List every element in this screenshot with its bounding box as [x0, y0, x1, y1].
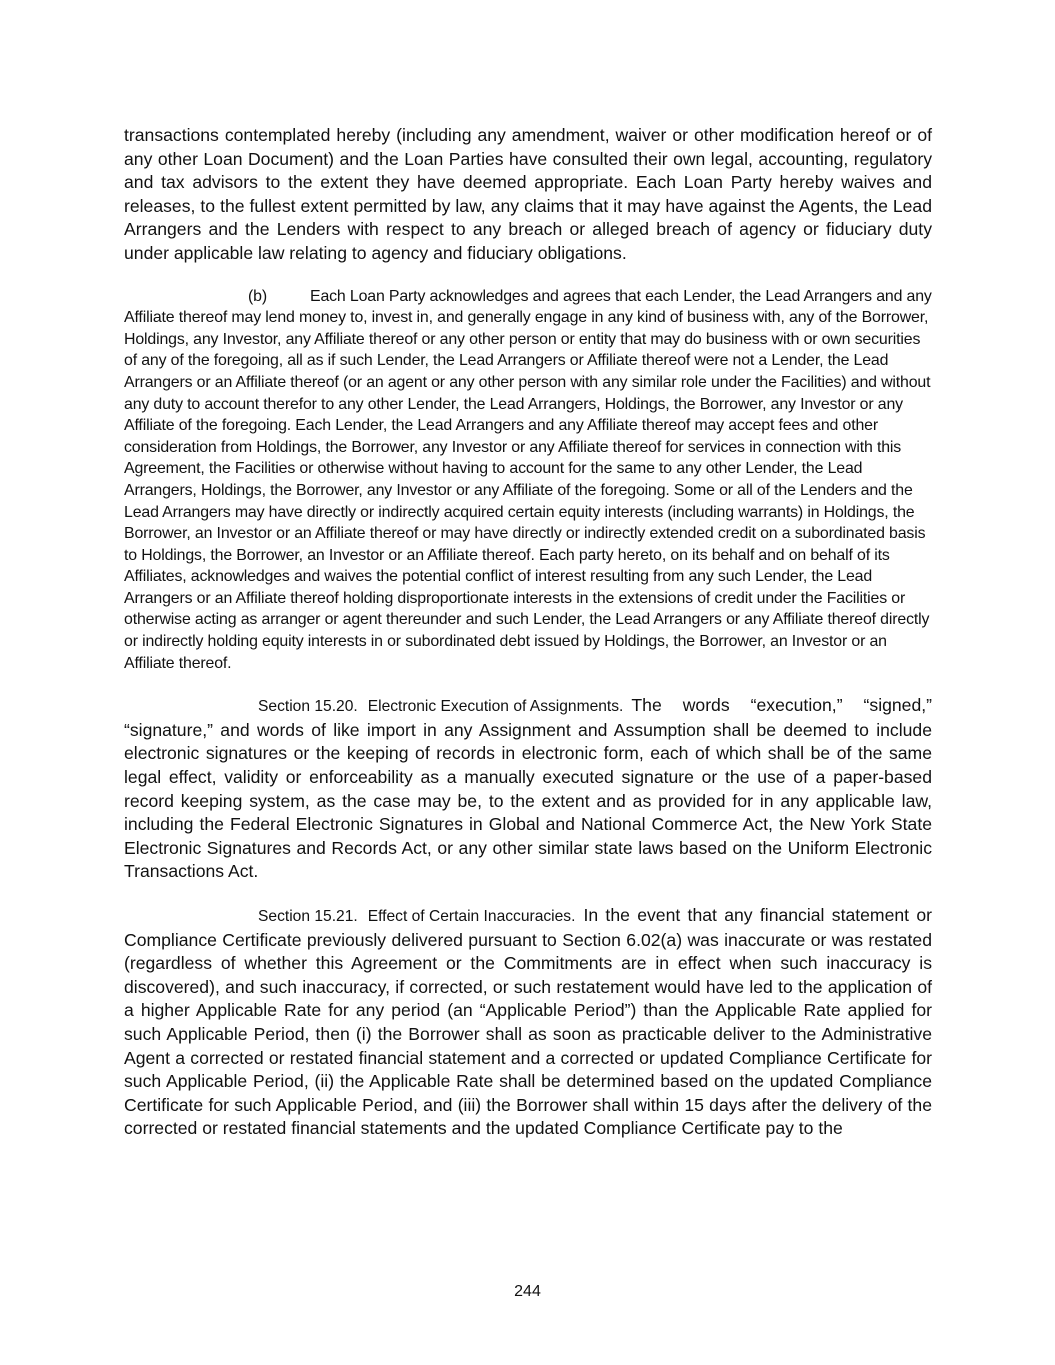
- section-15-21-title: Effect of Certain Inaccuracies.: [367, 908, 576, 925]
- section-15-20-title: Electronic Execution of Assignments.: [367, 698, 624, 716]
- section-15-20-heading: [258, 695, 623, 719]
- section-15-21-text: In the event that any financial statement or Compliance Certificate previously delivered pursuant to Section 6.02(a) was inaccurate or was restated (regardless of whether this Agreement or the Commitments are in effect when such inaccuracy is discovered), and such inaccuracy, if corrected, or such restatement would have led to the application of a higher Applicable Rate for any period (an “Applicable Period”) than the Applicable Rate applied for such Applicable Period, then (i) the Borrower shall as soon as practicable deliver to the Administrative Agent a corrected or restated financial statement and a corrected or updated Compliance Certificate for such Applicable Period, (ii) the Applicable Rate shall be determined based on the updated Compliance Certificate for such Applicable Period, and (iii) the Borrower shall within 15 days after the delivery of the corrected or restated financial statements and the updated Compliance Certificate pay to the: [124, 905, 932, 1139]
- section-15-21-number: Section 15.21.: [258, 908, 358, 925]
- paragraph-b-lead: [248, 286, 310, 308]
- section-15-20: [124, 694, 932, 884]
- paragraph-b-text: Each Loan Party acknowledges and agrees that each Lender, the Lead Arrangers and any Affiliate thereof may lend money to, invest in, and generally engage in any kind of business with, any of the Borrower, Holdings, any Investor, any Affiliate thereof or any other person or entity that may do business with or own securities of any of the foregoing, all as if such Lender, the Lead Arrangers or Affiliate thereof were not a Lender, the Lead Arrangers or an Affiliate thereof (or an agent or any other person with any similar role under the Facilities) and without any duty to account therefor to any other Lender, the Lead Arrangers, Holdings, the Borrower, any Investor or any Affiliate of the foregoing. Each Lender, the Lead Arrangers and any Affiliate thereof may accept fees and other consideration from Holdings, the Borrower, any Investor or any Affiliate thereof for services in connection with this Agreement, the Facilities or otherwise without having to account for the same to any other Lender, the Lead Arrangers, Holdings, the Borrower, any Investor or any Affiliate of the foregoing. Some or all of the Lenders and the Lead Arrangers may have directly or indirectly acquired certain equity interests (including warrants) in Holdings, the Borrower, an Investor or an Affiliate thereof or may have directly or indirectly extended credit on a subordinated basis to Holdings, the Borrower, an Investor or an Affiliate thereof. Each party hereto, on its behalf and on behalf of its Affiliates, acknowledges and waives the potential conflict of interest resulting from any such Lender, the Lead Arrangers or an Affiliate thereof holding disproportionate interests in the extensions of credit under the Facilities or otherwise acting as arranger or agent thereunder and such Lender, the Lead Arrangers or any Affiliate thereof directly or indirectly holding equity interests in or subordinated debt issued by Holdings, the Borrower, an Investor or an Affiliate thereof.: [124, 287, 932, 672]
- section-15-20-number: Section 15.20.: [258, 698, 358, 716]
- section-15-21: [124, 904, 932, 1141]
- paragraph-b: [124, 286, 932, 675]
- document-page: [124, 124, 932, 1141]
- page-number: 244: [514, 1283, 541, 1300]
- section-15-21-heading: [258, 905, 575, 929]
- section-15-20-text: The words “execution,” “signed,” “signature,” and words of like import in any Assignment and Assumption shall be deemed to include electronic signatures or the keeping of records in electronic form, each of which shall be of the same legal effect, validity or enforceability as a manually executed signature or the use of a paper-based record keeping system, as the case may be, to the extent and as provided for in any applicable law, including the Federal Electronic Signatures in Global and National Commerce Act, the New York State Electronic Signatures and Records Act, or any other similar state laws based on the Uniform Electronic Transactions Act.: [124, 695, 932, 882]
- paragraph-b-label: (b): [248, 287, 267, 305]
- paragraph-continuation: transactions contemplated hereby (including any amendment, waiver or other modification hereof or of any other Loan Document) and the Loan Parties have consulted their own legal, accounting, regulatory and tax advisors to the extent they have deemed appropriate. Each Loan Party hereby waives and releases, to the fullest extent permitted by law, any claims that it may have against the Agents, the Lead Arrangers and the Lenders with respect to any breach or alleged breach of agency or fiduciary duty under applicable law relating to agency and fiduciary obligations.: [124, 125, 932, 263]
